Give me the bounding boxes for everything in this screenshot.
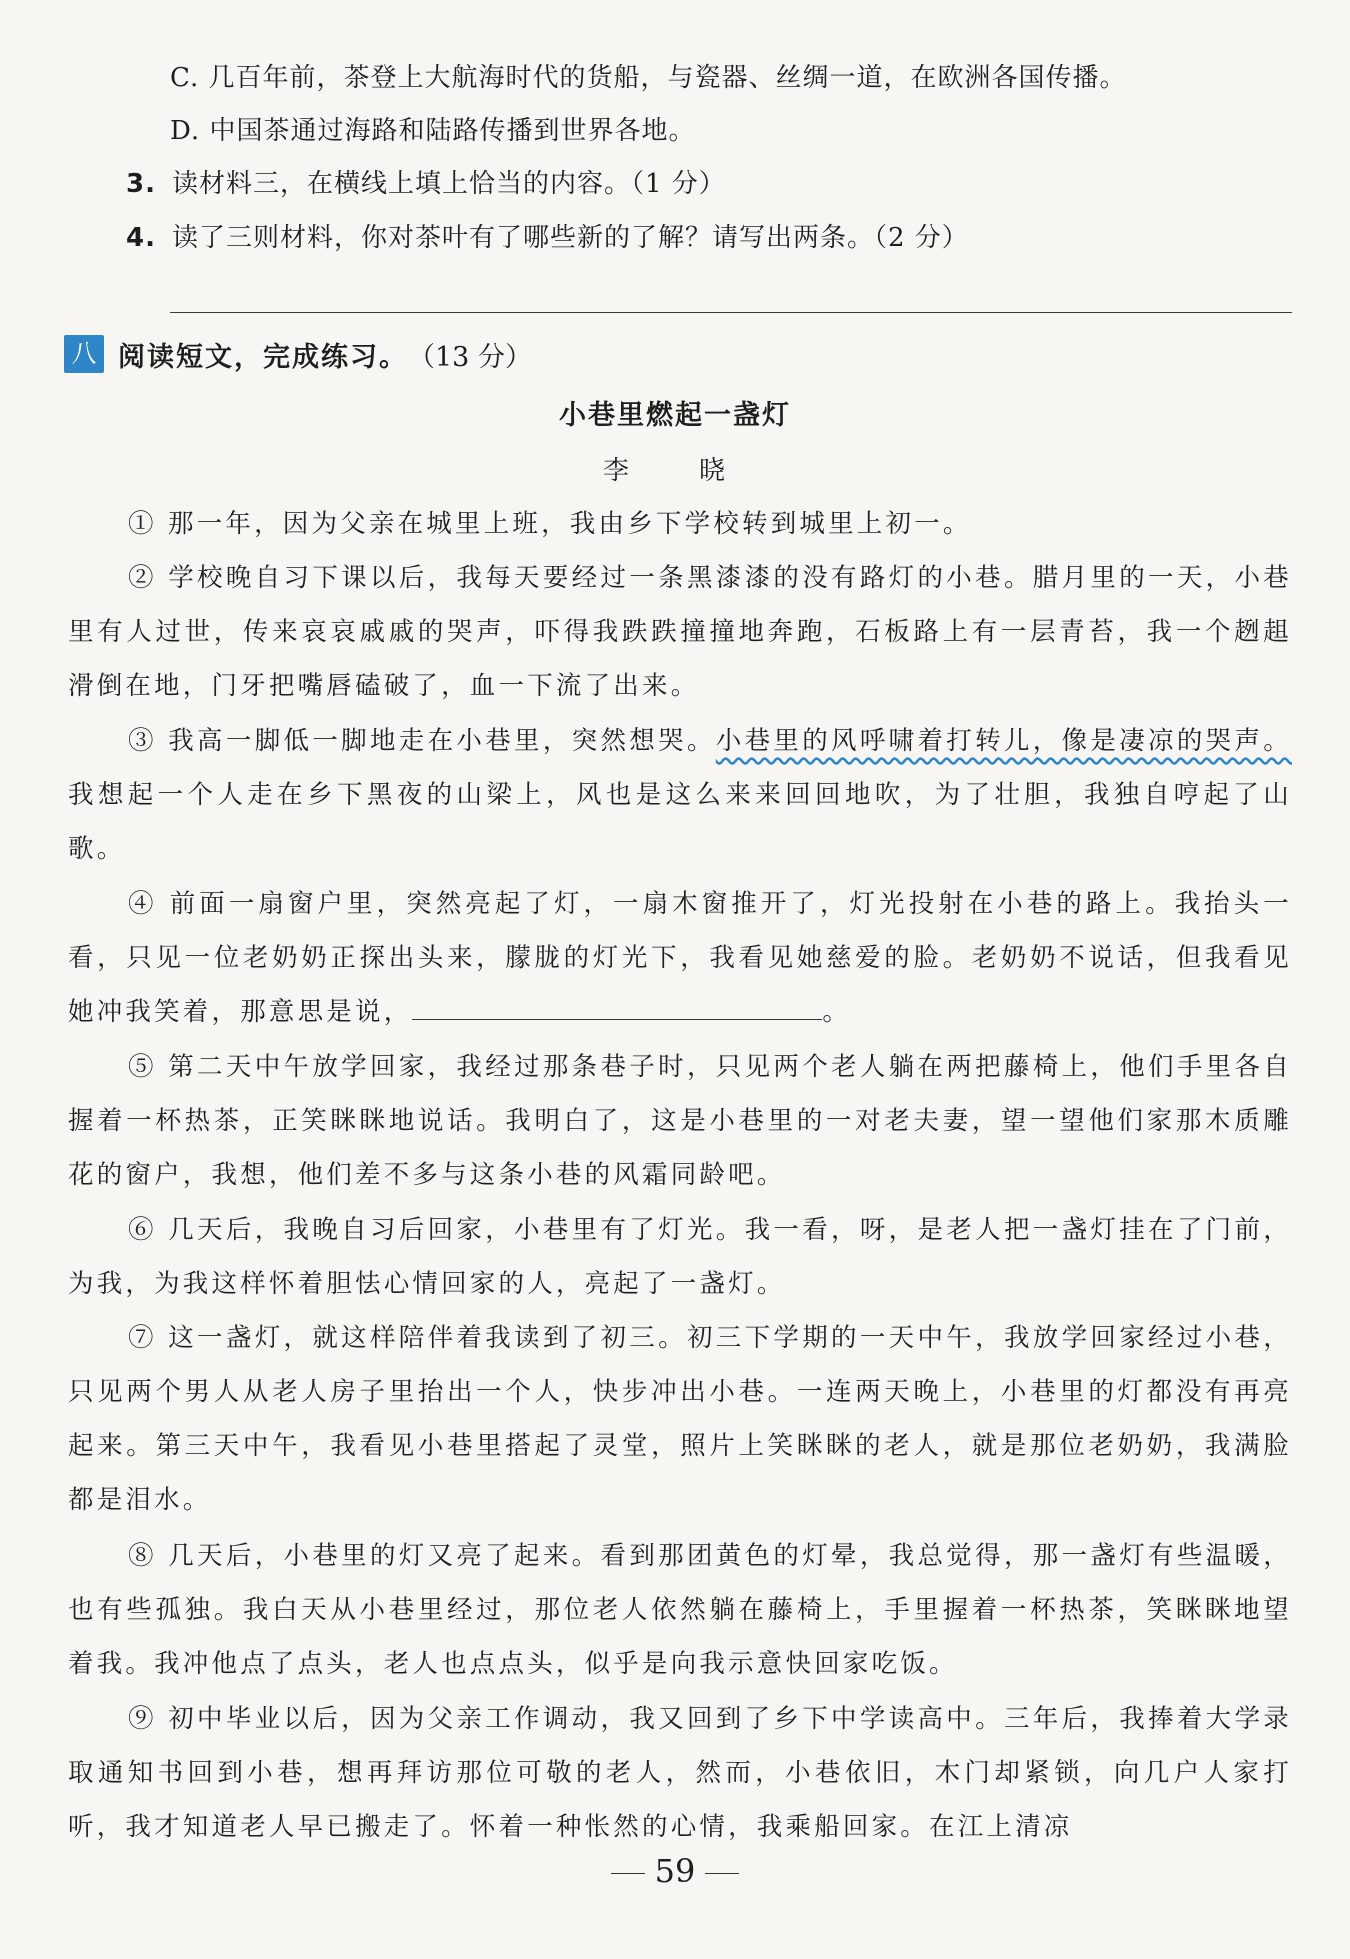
paragraph-3 [68,714,1292,876]
paragraph-8 [68,1529,1292,1691]
question-text: 读材料三，在横线上填上恰当的内容。（1 分） [171,169,726,199]
paragraph-text: ④ 前面一扇窗户里，突然亮起了灯，一扇木窗推开了，灯光投射在小巷的路上。我抬头一看，只见一位老奶奶正探出头来，朦胧的灯光下，我看见她慈爱的脸。老奶奶不说话，但我看见她冲我笑着，那意思是说， [68,889,1292,1027]
paragraph-text: ⑧ 几天后，小巷里的灯又亮了起来。看到那团黄色的灯晕，我总觉得，那一盏灯有些温暖，也有些孤独。我白天从小巷里经过，那位老人依然躺在藤椅上，手里握着一杯热茶，笑眯眯地望着我。我冲他点了点头，老人也点点头，似乎是向我示意快回家吃饭。 [68,1541,1292,1679]
paragraph-text: 我想起一个人走在乡下黑夜的山梁上，风也是这么来来回回地吹，为了壮胆，我独自哼起了山歌。 [68,780,1292,864]
option-d: D. 中国茶通过海路和陆路传播到世界各地。 [170,116,696,146]
section-heading [64,334,532,374]
paragraph-5 [68,1040,1292,1202]
paragraph-text: ⑤ 第二天中午放学回家，我经过那条巷子时，只见两个老人躺在两把藤椅上，他们手里各自握着一杯热茶，正笑眯眯地说话。我明白了，这是小巷里的一对老夫妻，望一望他们家那木质雕花的窗户，我想，他们差不多与这条小巷的风霜同龄吧。 [68,1052,1292,1190]
paragraph-1 [68,497,1292,551]
divider [611,1873,645,1874]
section-score: （13 分） [408,341,532,373]
question-3 [126,164,726,204]
page-number-text: 59 [654,1852,696,1890]
paragraph-text: ⑦ 这一盏灯，就这样陪伴着我读到了初三。初三下学期的一天中午，我放学回家经过小巷，只见两个男人从老人房子里抬出一个人，快步冲出小巷。一连两天晚上，小巷里的灯都没有再亮起来。第三天中午，我看见小巷里搭起了灵堂，照片上笑眯眯的老人，就是那位老奶奶，我满脸都是泪水。 [68,1323,1292,1515]
article-author: 李 晓 [602,456,747,486]
page-number [0,1852,1350,1890]
paragraph-text: ⑨ 初中毕业以后，因为父亲工作调动，我又回到了乡下中学读高中。三年后，我捧着大学录取通知书回到小巷，想再拜访那位可敬的老人，然而，小巷依旧，木门却紧锁，向几户人家打听，我才知道老人早已搬走了。怀着一种怅然的心情，我乘船回家。在江上清凉 [68,1704,1292,1842]
question-number: 4. [126,223,156,253]
paragraph-6 [68,1203,1292,1311]
fill-in-blank[interactable] [412,991,822,1020]
section-title: 阅读短文，完成练习。 [118,341,408,373]
paragraph-text: ① 那一年，因为父亲在城里上班，我由乡下学校转到城里上初一。 [128,509,972,539]
paragraph-text: ② 学校晚自习下课以后，我每天要经过一条黑漆漆的没有路灯的小巷。腊月里的一天，小巷里有人过世，传来哀哀戚戚的哭声，吓得我跌跌撞撞地奔跑，石板路上有一层青苔，我一个趔趄滑倒在地，门牙把嘴唇磕破了，血一下流了出来。 [68,563,1292,701]
wavy-underlined-sentence: 小巷里的风呼啸着打转儿，像是凄凉的哭声。 [715,726,1292,756]
paragraph-text: ⑥ 几天后，我晚自习后回家，小巷里有了灯光。我一看，呀，是老人把一盏灯挂在了门前，为我，为我这样怀着胆怯心情回家的人，亮起了一盏灯。 [68,1215,1292,1299]
option-c: C. 几百年前，茶登上大航海时代的货船，与瓷器、丝绸一道，在欧洲各国传播。 [170,63,1127,93]
answer-line[interactable] [170,312,1292,313]
question-number: 3. [126,169,156,199]
section-badge: 八 [64,335,104,373]
paragraph-4: ④ 前面一扇窗户里，突然亮起了灯，一扇木窗推开了，灯光投射在小巷的路上。我抬头一看，只见一位老奶奶正探出头来，朦胧的灯光下，我看见她慈爱的脸。老奶奶不说话，但我看见她冲我笑着，那意思是说， 。 [68,889,1292,1027]
question-text: 读了三则材料，你对茶叶有了哪些新的了解？请写出两条。（2 分） [171,223,969,253]
divider [705,1873,739,1874]
paragraph-9 [68,1692,1292,1854]
paragraph-2 [68,551,1292,713]
question-4 [126,218,969,258]
article-title: 小巷里燃起一盏灯 [559,400,791,431]
paragraph-text: ③ 我高一脚低一脚地走在小巷里，突然想哭。 [128,726,716,756]
paragraph-7 [68,1311,1292,1527]
